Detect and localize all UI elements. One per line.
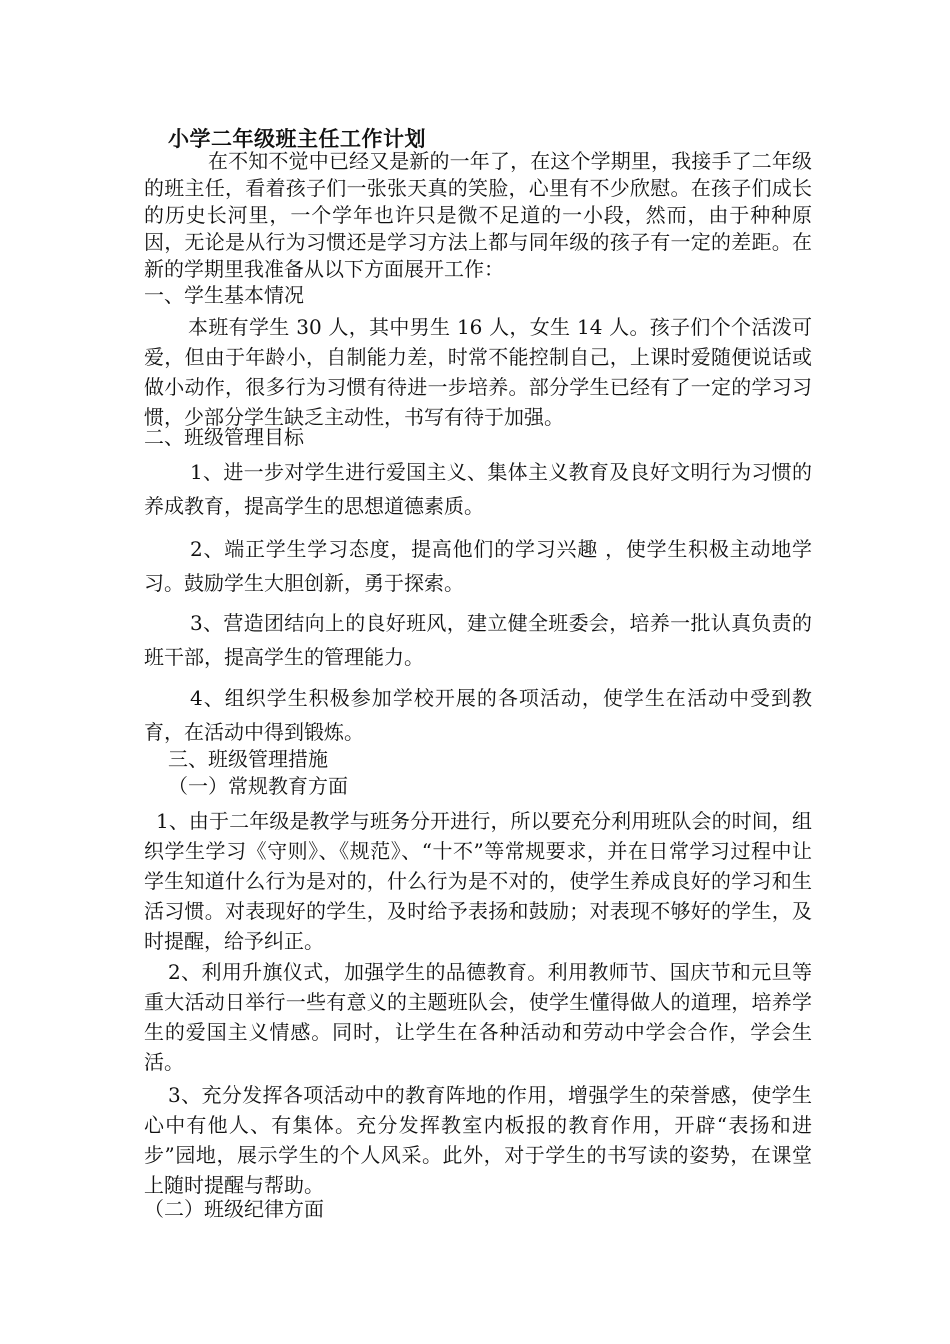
measure-2-paragraph: 2、利用升旗仪式，加强学生的品德教育。利用教师节、国庆节和元旦等重大活动日举行一些有意义的主题班队会，使学生懂得做人的道理，培养学生的爱国主义情感。同时，让学生在各种活动和劳动中学会合作，学会生活。 [144, 960, 812, 1074]
goal-3-paragraph: 3、营造团结向上的良好班风，建立健全班委会，培养一批认真负责的班干部，提高学生的管理能力。 [144, 611, 812, 669]
section2-heading: 二、班级管理目标 [144, 425, 304, 449]
section1-paragraph: 本班有学生 30 人，其中男生 16 人，女生 14 人。孩子们个个活泼可爱，但由于年龄小，自制能力差，时常不能控制自己，上课时爱随便说话或做小动作，很多行为习惯有待进一步培养。部分学生已经有了一定的学习习惯，少部分学生缺乏主动性，书写有待于加强。 [144, 315, 812, 429]
document-title: 小学二年级班主任工作计划 [168, 126, 426, 151]
subsection1-heading: （一）常规教育方面 [168, 774, 348, 798]
measure-3-paragraph: 3、充分发挥各项活动中的教育阵地的作用，增强学生的荣誉感，使学生心中有他人、有集体。充分发挥教室内板报的教育作用，开辟“表扬和进步”园地，展示学生的个人风采。此外，对于学生的书写读的姿势，在课堂上随时提醒与帮助。 [144, 1083, 812, 1197]
subsection2-heading: （二）班级纪律方面 [144, 1197, 324, 1221]
goal-1-paragraph: 1、进一步对学生进行爱国主义、集体主义教育及良好文明行为习惯的养成教育，提高学生的思想道德素质。 [144, 460, 812, 518]
goal-4-paragraph: 4、组织学生积极参加学校开展的各项活动，使学生在活动中受到教育，在活动中得到锻炼。 [144, 686, 812, 744]
intro-paragraph: 在不知不觉中已经又是新的一年了，在这个学期里，我接手了二年级的班主任，看着孩子们一张张天真的笑脸，心里有不少欣慰。在孩子们成长的历史长河里，一个学年也许只是微不足道的一小段，然而，由于种种原因，无论是从行为习惯还是学习方法上都与同年级的孩子有一定的差距。在新的学期里我准备从以下方面展开工作： [144, 149, 812, 281]
goal-2-paragraph: 2、端正学生学习态度，提高他们的学习兴趣 ，使学生积极主动地学习。鼓励学生大胆创新，勇于探索。 [144, 537, 812, 595]
measure-1-paragraph: 1、由于二年级是教学与班务分开进行，所以要充分利用班队会的时间，组织学生学习《守则》、《规范》、“十不”等常规要求，并在日常学习过程中让学生知道什么行为是对的，什么行为是不对的，使学生养成良好的学习和生活习惯。对表现好的学生，及时给予表扬和鼓励；对表现不够好的学生，及时提醒，给予纠正。 [144, 809, 812, 953]
section3-heading: 三、班级管理措施 [168, 747, 328, 771]
section1-heading: 一、学生基本情况 [144, 283, 304, 307]
